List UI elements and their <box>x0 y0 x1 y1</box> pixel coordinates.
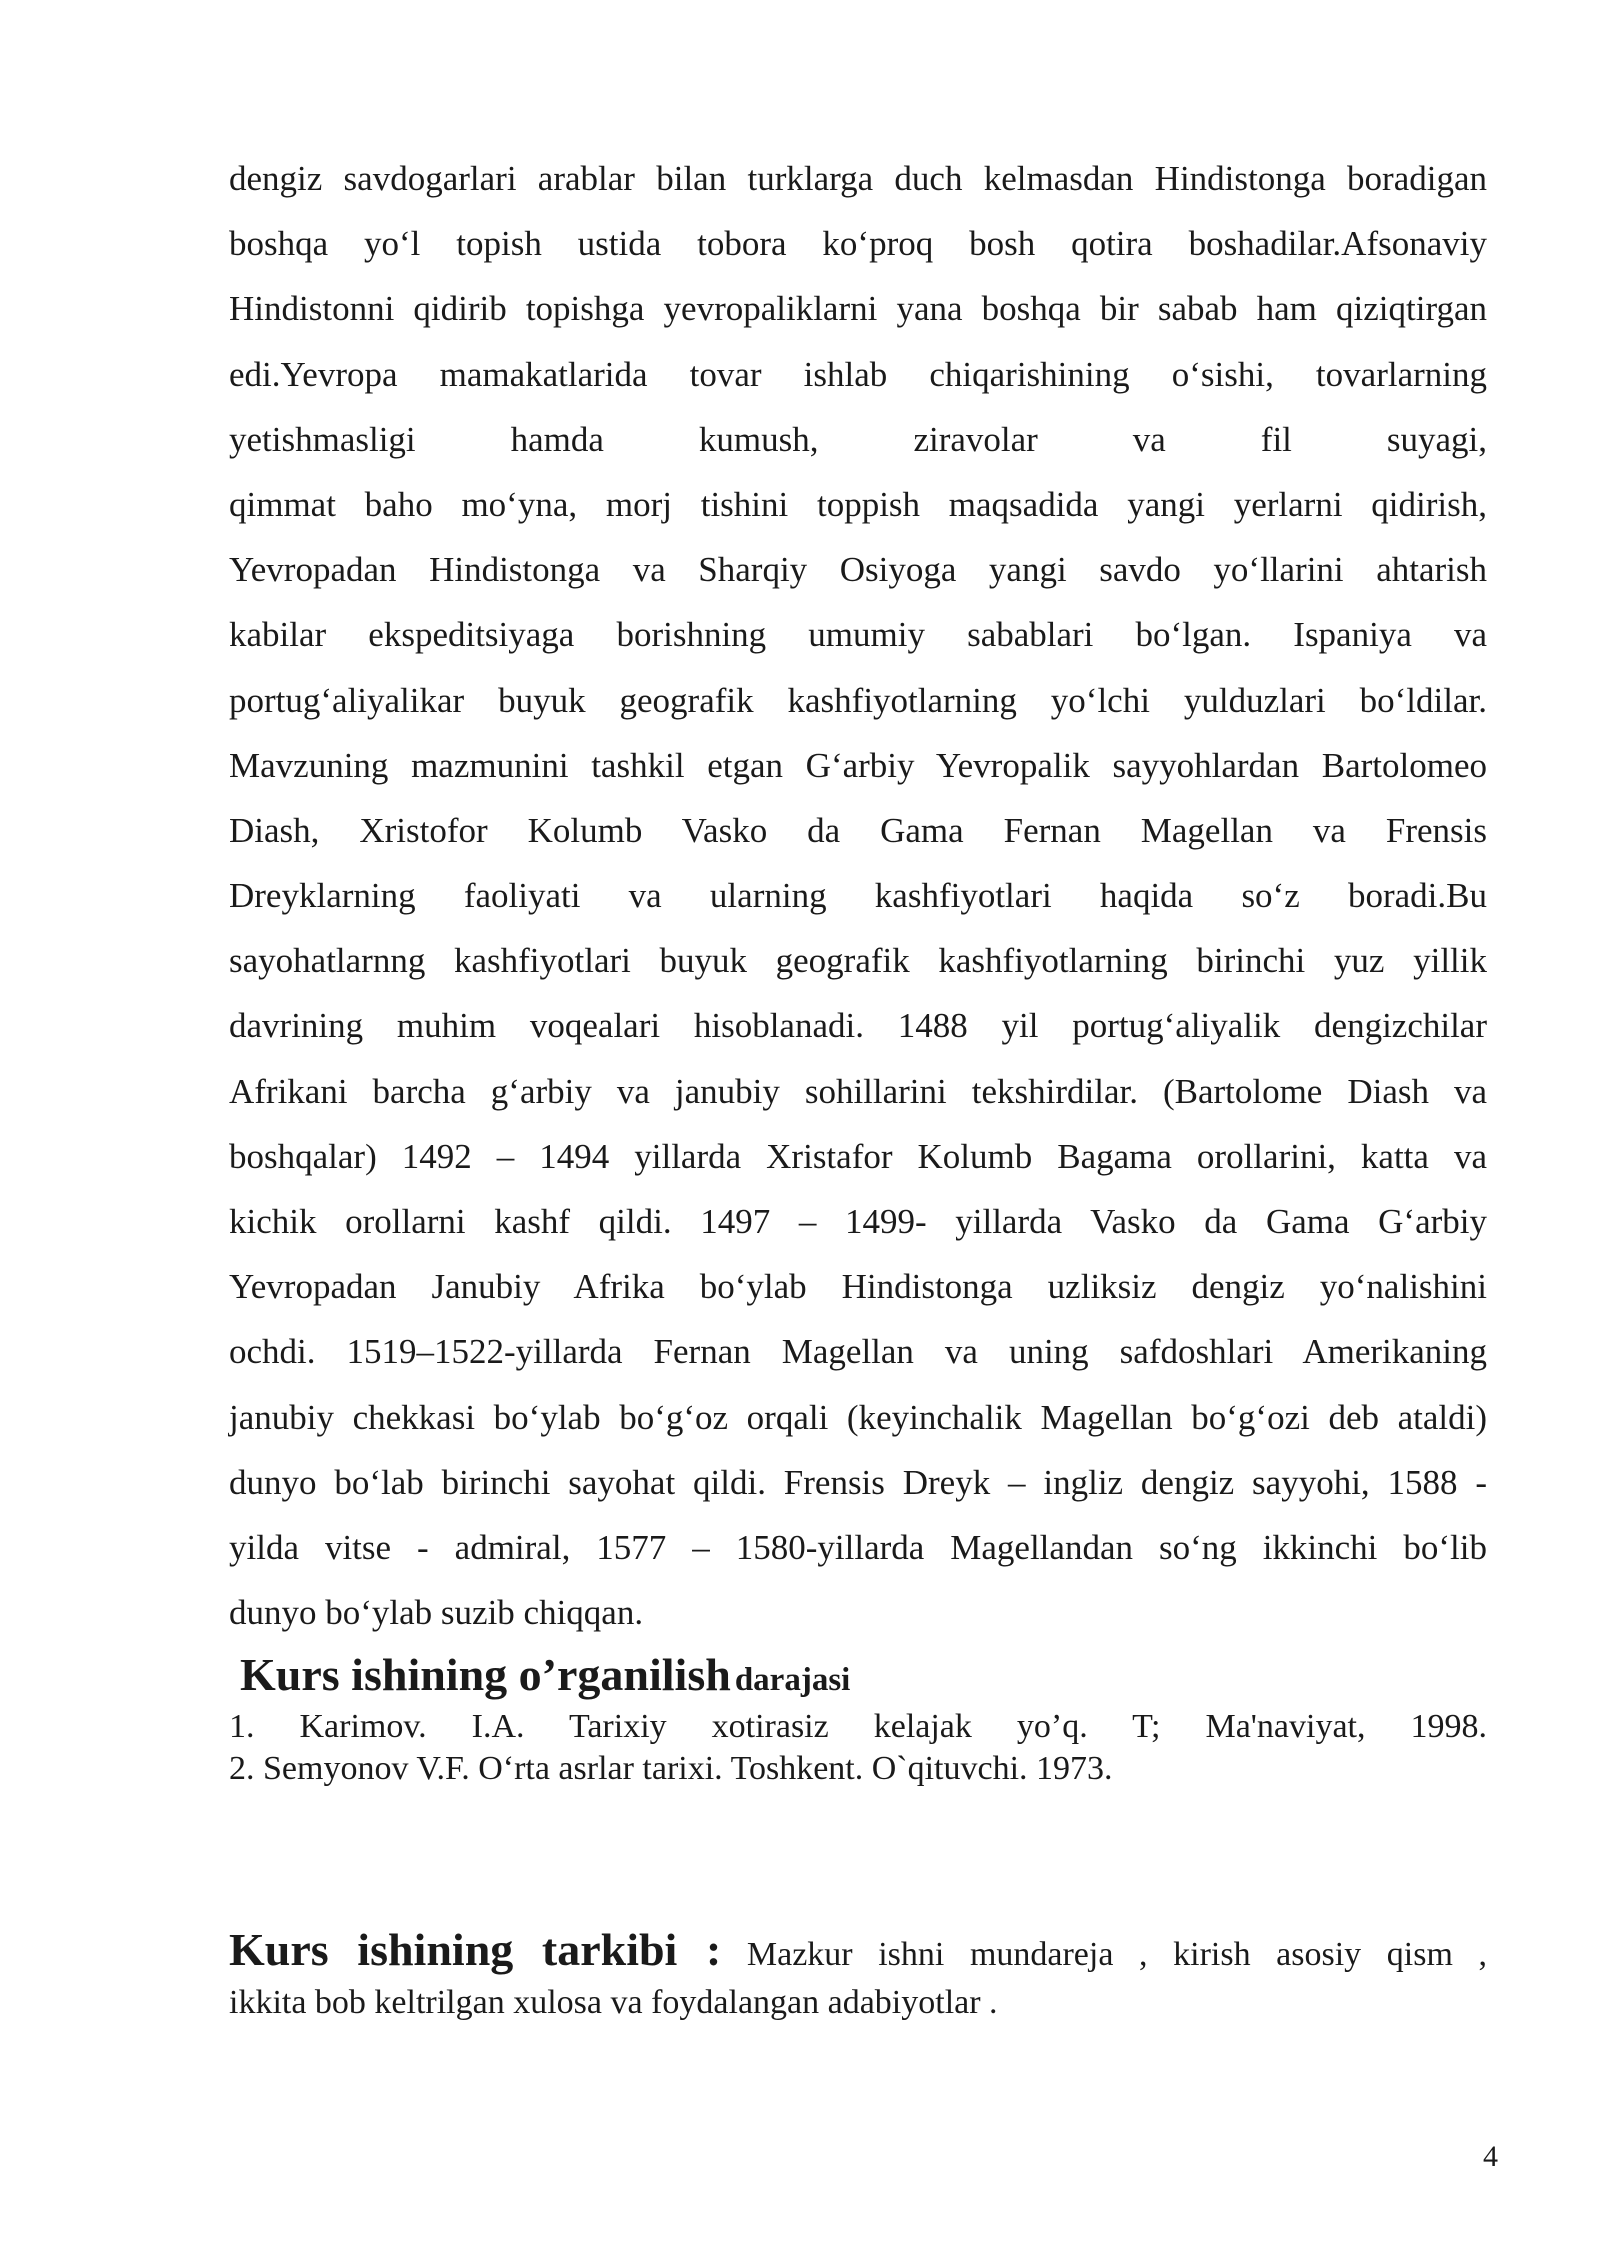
paragraph-line: Hindistonni qidirib topishga yevropaliklarni yana boshqa bir sabab ham qiziqtirgan <box>229 289 1487 329</box>
structure-text-line1: Mazkur ishni mundareja , kirish asosiy qism , <box>746 1936 1488 1973</box>
study-level-heading-main: Kurs ishining o’rganilish <box>240 1649 731 1700</box>
paragraph-line: Yevropadan Hindistonga va Sharqiy Osiyoga yangi savdo yo‘llarini ahtarish <box>229 550 1487 590</box>
structure-heading: Kurs ishining tarkibi : <box>229 1924 722 1975</box>
paragraph-line: Yevropadan Janubiy Afrika bo‘ylab Hindistonga uzliksiz dengiz yo‘nalishini <box>229 1267 1487 1307</box>
paragraph-line: edi.Yevropa mamakatlarida tovar ishlab chiqarishining o‘sishi, tovarlarning <box>229 354 1487 394</box>
reference-item: 1. Karimov. I.A. Tarixiy xotirasiz kelajak yo’q. T; Ma'naviyat, 1998. <box>229 1708 1487 1745</box>
paragraph-line: portug‘aliyalikar buyuk geografik kashfiyotlarning yo‘lchi yulduzlari bo‘ldilar. <box>229 680 1487 720</box>
paragraph-line: ochdi. 1519–1522-yillarda Fernan Magellan va uning safdoshlari Amerikaning <box>229 1332 1487 1372</box>
paragraph-line: kichik orollarni kashf qildi. 1497 – 1499- yillarda Vasko da Gama G‘arbiy <box>229 1202 1487 1241</box>
reference-list <box>229 1706 1487 1790</box>
structure-first-line <box>229 1924 1487 1981</box>
paragraph-line: qimmat baho mo‘yna, morj tishini toppish maqsadida yangi yerlarni qidirish, <box>229 484 1487 524</box>
paragraph-line: janubiy chekkasi bo‘ylab bo‘g‘oz orqali (keyinchalik Magellan bo‘g‘ozi deb ataldi) <box>229 1397 1487 1437</box>
structure-text-line2: ikkita bob keltrilgan xulosa va foydalangan adabiyotlar . <box>229 1984 998 2021</box>
structure-section <box>229 1924 1487 2025</box>
paragraph-line: kabilar ekspeditsiyaga borishning umumiy sabablari bo‘lgan. Ispaniya va <box>229 615 1487 655</box>
study-level-heading <box>240 1648 850 1701</box>
paragraph-line: dunyo bo‘ylab suzib chiqqan. <box>229 1593 644 1633</box>
body-paragraph <box>229 146 1487 1645</box>
paragraph-line: boshqa yo‘l topish ustida tobora ko‘proq bosh qotira boshadilar.Afsonaviy <box>229 224 1487 264</box>
paragraph-line: dengiz savdogarlari arablar bilan turklarga duch kelmasdan Hindistonga boradigan <box>229 159 1487 198</box>
reference-item: 2. Semyonov V.F. O‘rta asrlar tarixi. Toshkent. O`qituvchi. 1973. <box>229 1750 1113 1787</box>
paragraph-line: Diash, Xristofor Kolumb Vasko da Gama Fernan Magellan va Frensis <box>229 810 1487 850</box>
paragraph-line: Afrikani barcha g‘arbiy va janubiy sohillarini tekshirdilar. (Bartolome Diash va <box>229 1071 1487 1111</box>
paragraph-line: davrining muhim voqealari hisoblanadi. 1488 yil portug‘aliyalik dengizchilar <box>229 1006 1487 1046</box>
paragraph-line: Dreyklarning faoliyati va ularning kashfiyotlari haqida so‘z boradi.Bu <box>229 876 1487 916</box>
paragraph-line: yilda vitse - admiral, 1577 – 1580-yillarda Magellandan so‘ng ikkinchi bo‘lib <box>229 1527 1487 1567</box>
paragraph-line: yetishmasligi hamda kumush, ziravolar va fil suyagi, <box>229 419 1487 459</box>
study-level-heading-suffix: darajasi <box>734 1662 851 1698</box>
page-number: 4 <box>1483 2140 1498 2173</box>
paragraph-line: boshqalar) 1492 – 1494 yillarda Xristafor Kolumb Bagama orollarini, katta va <box>229 1136 1487 1176</box>
paragraph-line: Mavzuning mazmunini tashkil etgan G‘arbiy Yevropalik sayyohlardan Bartolomeo <box>229 745 1487 785</box>
paragraph-line: dunyo bo‘lab birinchi sayohat qildi. Frensis Dreyk – ingliz dengiz sayyohi, 1588 - <box>229 1462 1487 1502</box>
paragraph-line: sayohatlarnng kashfiyotlari buyuk geografik kashfiyotlarning birinchi yuz yillik <box>229 941 1487 981</box>
